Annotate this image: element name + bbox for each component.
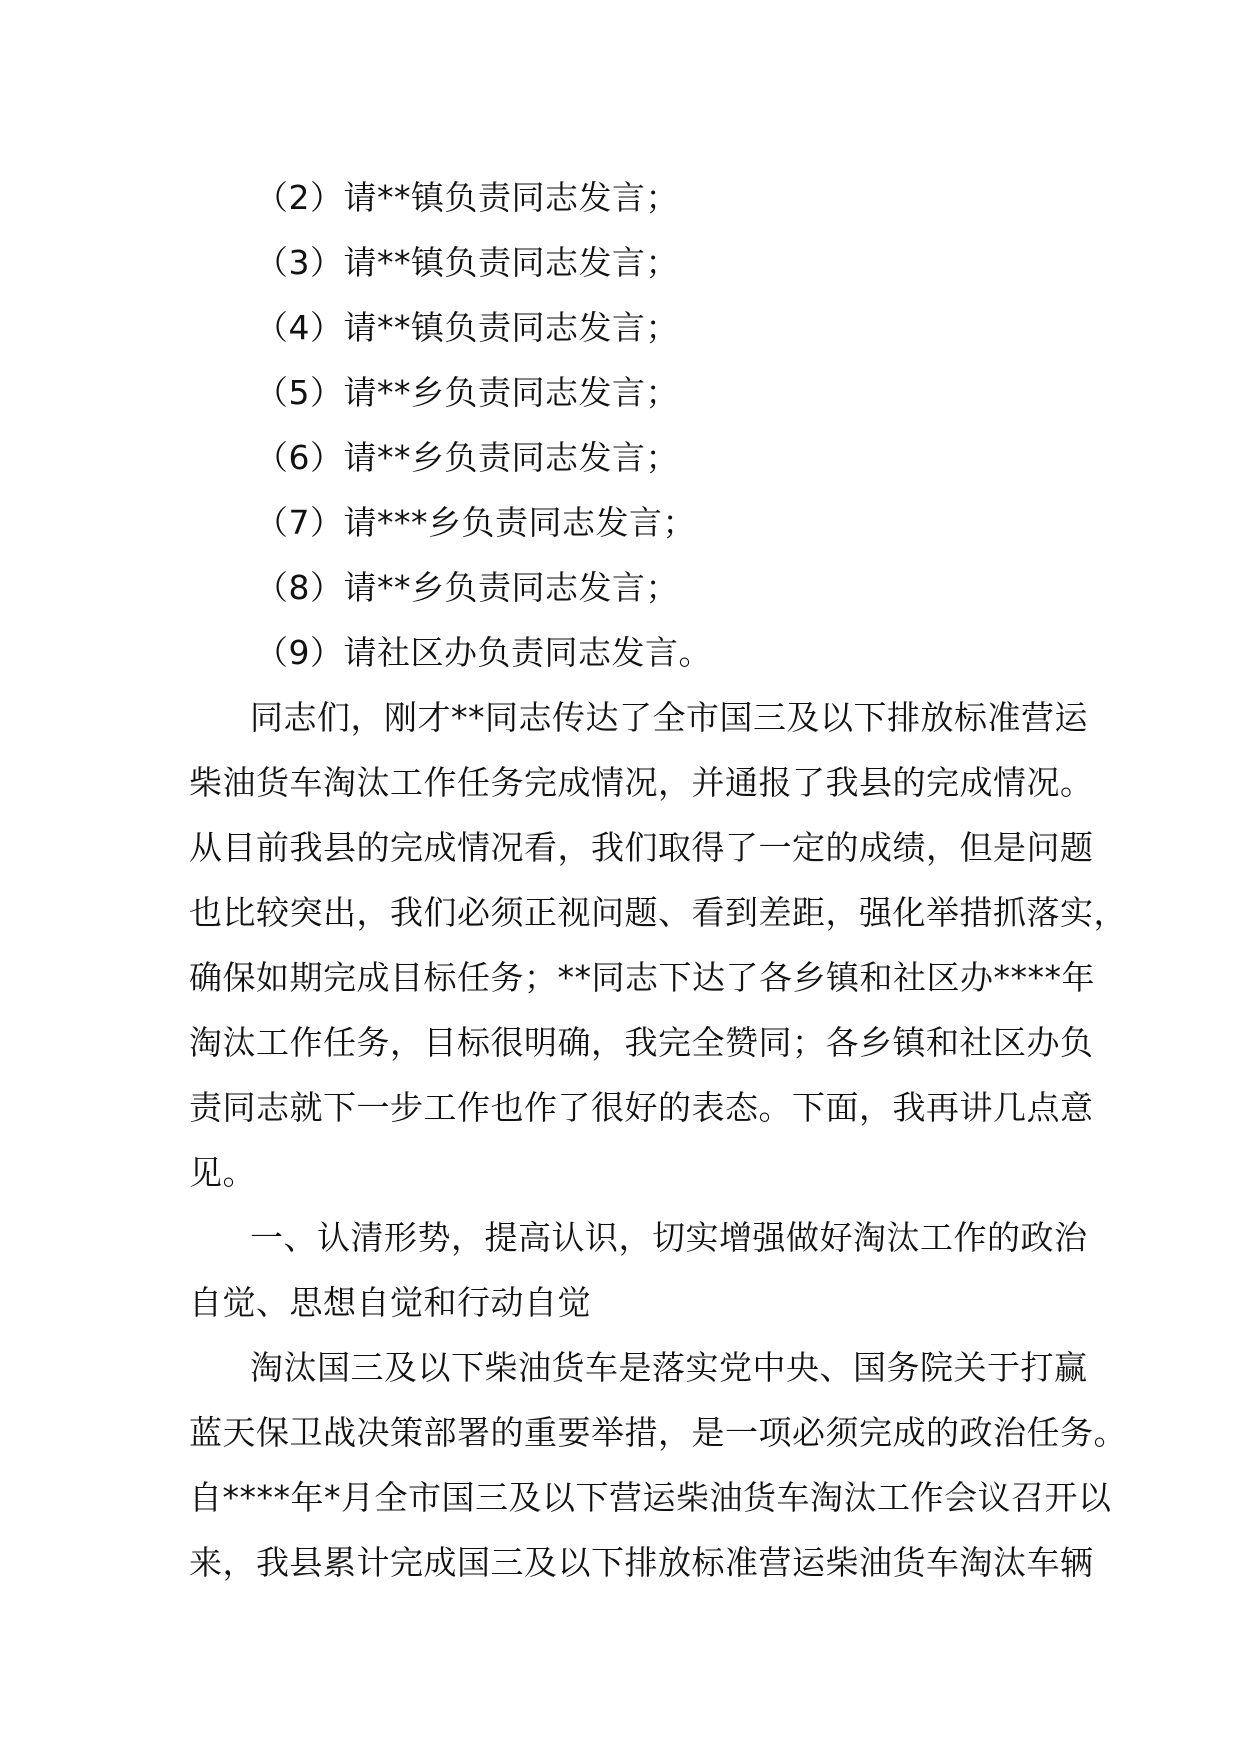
section-heading: 自觉、思想自觉和行动自觉 — [189, 1283, 591, 1322]
paragraph-line: 柴油货车淘汰工作任务完成情况，并通报了我县的完成情况。 — [189, 763, 1094, 802]
paragraph-line: 来，我县累计完成国三及以下排放标准营运柴油货车淘汰车辆 — [189, 1543, 1094, 1582]
paragraph-line: 淘汰工作任务，目标很明确，我完全赞同；各乡镇和社区办负 — [189, 1023, 1094, 1062]
paragraph-line: 从目前我县的完成情况看，我们取得了一定的成绩，但是问题 — [189, 828, 1094, 867]
section-heading: 一、认清形势，提高认识，切实增强做好淘汰工作的政治 — [250, 1218, 1088, 1257]
list-item: （5）请**乡负责同志发言； — [255, 373, 679, 412]
paragraph-line: 蓝天保卫战决策部署的重要举措，是一项必须完成的政治任务。 — [189, 1413, 1127, 1452]
paragraph-line: 责同志就下一步工作也作了很好的表态。下面，我再讲几点意 — [189, 1088, 1094, 1127]
list-item: （2）请**镇负责同志发言； — [255, 178, 679, 217]
list-item: （9）请社区办负责同志发言。 — [255, 633, 712, 672]
list-item: （8）请**乡负责同志发言； — [255, 568, 679, 607]
paragraph-line: 确保如期完成目标任务；**同志下达了各乡镇和社区办****年 — [189, 958, 1095, 997]
paragraph-line: 淘汰国三及以下柴油货车是落实党中央、国务院关于打赢 — [250, 1348, 1088, 1387]
paragraph-line: 自****年*月全市国三及以下营运柴油货车淘汰工作会议召开以 — [189, 1478, 1112, 1517]
list-item: （3）请**镇负责同志发言； — [255, 243, 679, 282]
list-item: （7）请***乡负责同志发言； — [255, 503, 696, 542]
paragraph-line: 同志们，刚才**同志传达了全市国三及以下排放标准营运 — [250, 698, 1088, 737]
paragraph-line: 见。 — [189, 1153, 256, 1192]
list-item: （6）请**乡负责同志发言； — [255, 438, 679, 477]
list-item: （4）请**镇负责同志发言； — [255, 308, 679, 347]
paragraph-line: 也比较突出，我们必须正视问题、看到差距，强化举措抓落实， — [189, 893, 1127, 932]
